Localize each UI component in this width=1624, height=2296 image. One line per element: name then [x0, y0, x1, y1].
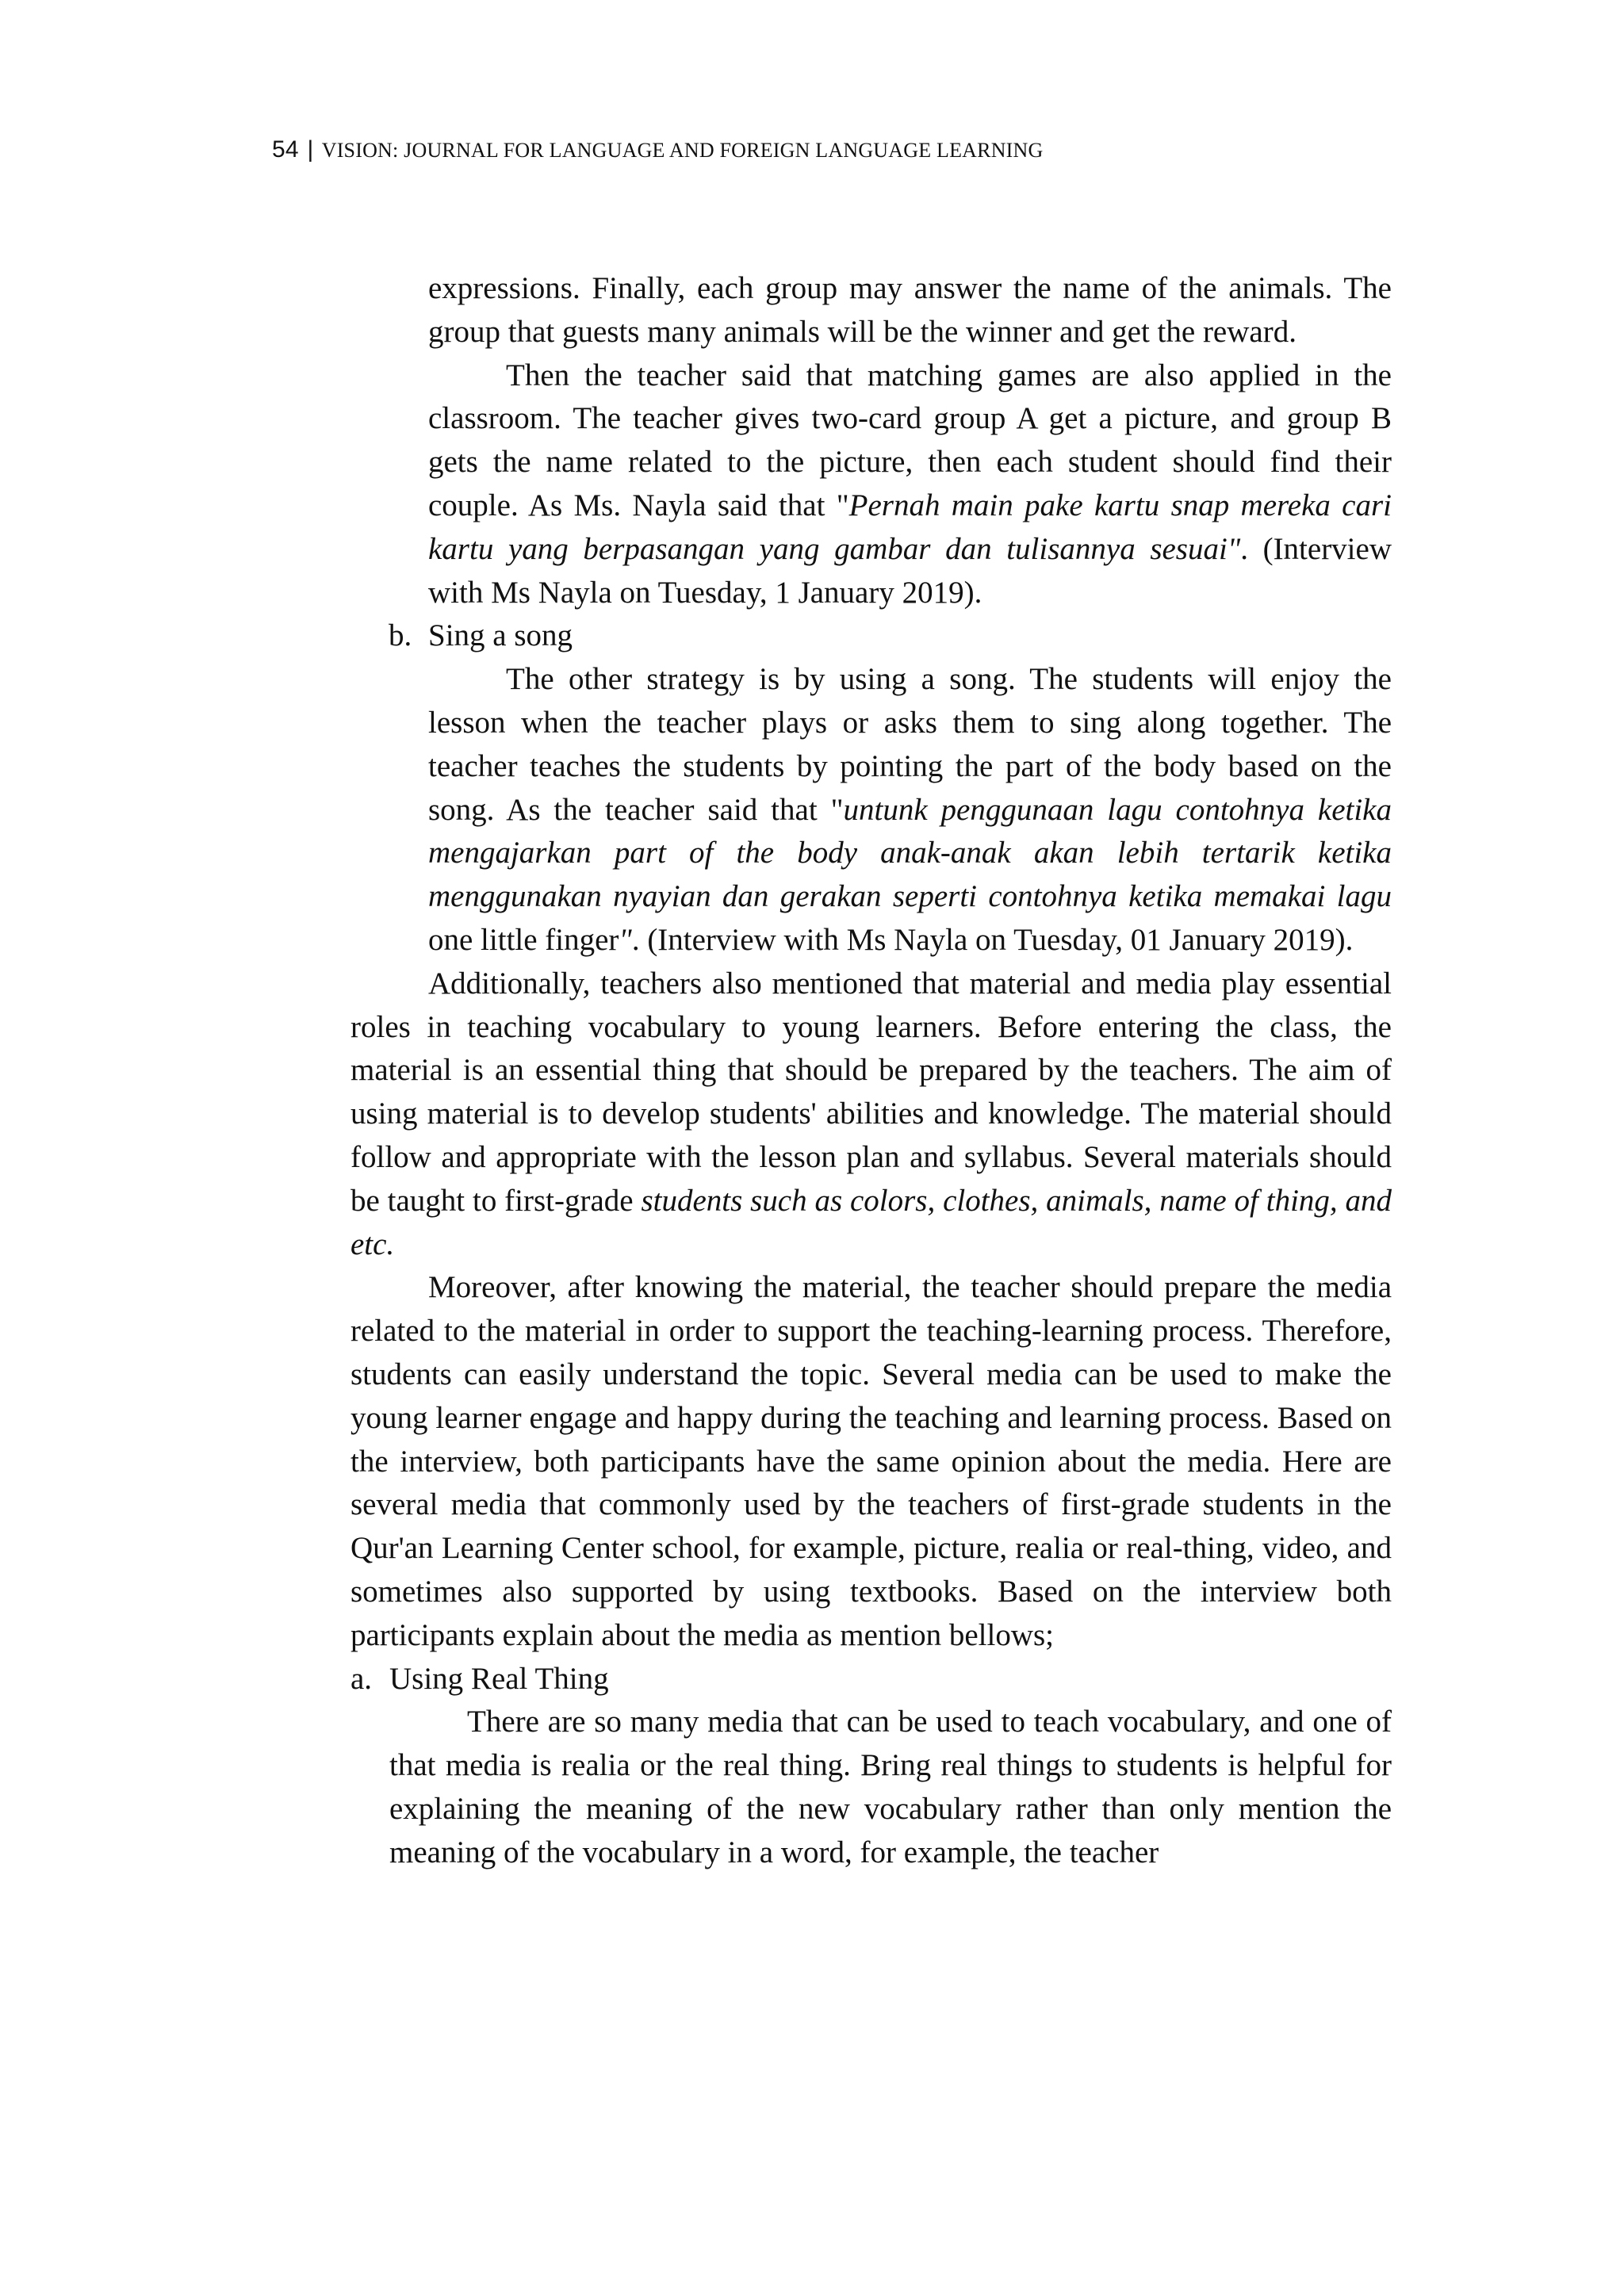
list-item-sing-a-song: [389, 614, 1624, 658]
page-number: 54: [272, 136, 299, 163]
material-list: students such as colors, clothes, animals, name of thing, and etc.: [350, 1183, 1392, 1261]
paragraph-song-strategy: [428, 658, 1392, 962]
list-label-sing-a-song: Sing a song: [428, 618, 573, 653]
journal-title: VISION: JOURNAL FOR LANGUAGE AND FOREIGN LANGUAGE LEARNING: [321, 139, 1044, 162]
list-label-using-real-thing: Using Real Thing: [389, 1661, 609, 1696]
song-strategy-quote-tail: one little finger: [428, 922, 619, 957]
page-body: [0, 267, 1624, 1874]
song-strategy-closing-quote: ": [619, 922, 632, 957]
paragraph-expressions: expressions. Finally, each group may answer the name of the animals. The group that guests many animals will be the winner and get the reward.: [428, 271, 1392, 349]
paragraph-matching-games: [428, 354, 1392, 615]
paragraph-media: Moreover, after knowing the material, the teacher should prepare the media related to the material in order to support the teaching-learning process. Therefore, students can easily understand the topic. Several media can be used to make the young learner engage and happy during the teaching and learning process. Based on the interview, both participants have the same opinion about the media. Here are several media that commonly used by the teachers of first-grade students in the Qur'an Learning Center school, for example, picture, realia or real-thing, video, and sometimes also supported by using textbooks. Based on the interview both participants explain about the media as mention bellows;: [350, 1270, 1392, 1652]
paragraph-real-thing: There are so many media that can be used to teach vocabulary, and one of that media is realia or the real thing. Bring real things to students is helpful for explaining the meaning of the new vocabulary rather than only mention the meaning of the vocabulary in a word, for example, the teacher: [389, 1705, 1392, 1869]
matching-games-text: Then the teacher said that matching games are also applied in the classroom. The teacher gives two-card group A get a picture, and group B gets the name related to the picture, then each student should find their couple. As Ms. Nayla said that ": [428, 358, 1392, 522]
header-separator: |: [307, 136, 314, 163]
list-marker-a: a.: [350, 1661, 373, 1696]
song-strategy-text: The other strategy is by using a song. The students will enjoy the lesson when the teacher plays or asks them to sing along together. The teacher teaches the students by pointing the part of the body based on the song. As the teacher said that ": [428, 662, 1392, 827]
running-header: [272, 136, 1044, 163]
matching-games-citation: . (Interview with Ms Nayla on Tuesday, 1 January 2019).: [428, 531, 1392, 610]
matching-games-quote: Pernah main pake kartu snap mereka cari kartu yang berpasangan yang gambar dan tulisannya sesuai": [428, 488, 1392, 566]
song-strategy-quote: untunk penggunaan lagu contohnya ketika mengajarkan part of the body anak-anak akan lebih tertarik ketika menggunakan nyayian dan gerakan seperti contohnya ketika memakai lagu: [428, 792, 1392, 914]
paragraph-material-and-media: [350, 962, 1392, 1267]
list-item-using-real-thing: [350, 1658, 1624, 1701]
list-marker-b: b.: [389, 618, 412, 653]
material-text: Additionally, teachers also mentioned that material and media play essential roles in teaching vocabulary to young learners. Before entering the class, the material is an essential thing that should be prepared by the teachers. The aim of using material is to develop students' abilities and knowledge. The material should follow and appropriate with the lesson plan and syllabus. Several materials should be taught to first-grade: [350, 966, 1392, 1218]
song-strategy-citation: . (Interview with Ms Nayla on Tuesday, 01 January 2019).: [631, 922, 1354, 957]
